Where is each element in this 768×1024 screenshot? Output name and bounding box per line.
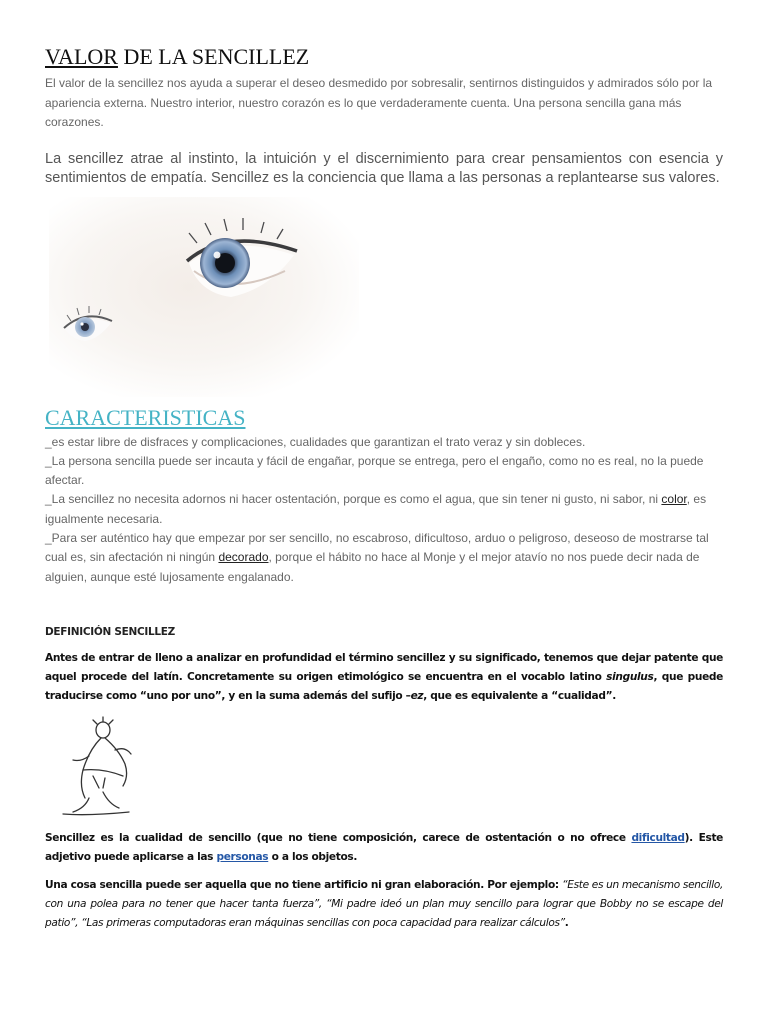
- definition-paragraph-3: Una cosa sencilla puede ser aquella que no tiene artificio ni gran elaboración. Por ejemplo: “Este es un mecanismo sencillo, con una polea para no tener que hacer tanta fuerza”, “Mi padre ideó un plan muy sencillo para lograr que Bobby no se escape del patio”, “Las primeras computadoras eran máquinas sencillas con poca capacidad para realizar cálculos”.: [45, 878, 724, 929]
- intro-paragraph: El valor de la sencillez nos ayuda a superar el deseo desmedido por sobresalir, sentirnos distinguidos y admirados sólo por la apariencia externa. Nuestro interior, nuestro corazón es lo que verdaderamente cuenta. Una persona sencilla gana más corazones.: [45, 76, 713, 129]
- title-underlined-word: VALOR: [45, 44, 118, 69]
- eye-photo: [49, 197, 359, 397]
- characteristics-heading[interactable]: CARACTERISTICAS: [45, 404, 246, 430]
- dificultad-link[interactable]: dificultad: [631, 831, 685, 844]
- characteristic-item: _La sencillez no necesita adornos ni hacer ostentación, porque es como el agua, que sin tener ni gusto, ni sabor, ni color, es igualmente necesaria.: [45, 492, 707, 526]
- definition-paragraph-1: Antes de entrar de lleno a analizar en profundidad el término sencillez y su significado, tenemos que dejar patente que aquel procede del latín. Concretamente su origen etimológico se encuentra en el vocablo latino singulus, que puede traducirse como “uno por uno”, y en la suma además del sufijo –ez, que es equivalente a “cualidad”.: [45, 651, 723, 702]
- definition-heading: DEFINICIÓN SENCILLEZ: [45, 625, 175, 638]
- title-rest: DE LA SENCILLEZ: [117, 44, 310, 69]
- walking-figure-sketch: [59, 716, 169, 820]
- personas-link[interactable]: personas: [216, 850, 269, 863]
- document-title: [45, 44, 723, 70]
- lead-paragraph: La sencillez atrae al instinto, la intuición y el discernimiento para crear pensamientos con esencia y sentimientos de empatía. Sencillez es la conciencia que llama a las personas a replantearse sus valores.: [45, 150, 723, 186]
- characteristic-item: _Para ser auténtico hay que empezar por ser sencillo, no escabroso, dificultoso, arduo o peligroso, deseoso de mostrarse tal cual es, sin afectación ni ningún decorado, porque el hábito no hace al Monje y el mejor atavío no nos puede decir nada de alguien, aunque esté lujosamente engalanado.: [45, 530, 709, 584]
- sketch-illustration: [59, 716, 169, 820]
- decorado-link[interactable]: decorado: [218, 550, 269, 565]
- color-link[interactable]: color: [661, 492, 687, 507]
- characteristic-item: _es estar libre de disfraces y complicaciones, cualidades que garantizan el trato veraz y sin dobleces.: [45, 434, 586, 449]
- definition-paragraph-2: Sencillez es la cualidad de sencillo (que no tiene composición, carece de ostentación o no ofrece dificultad). Este adjetivo puede aplicarse a las personas o a los objetos.: [45, 831, 723, 863]
- characteristic-item: _La persona sencilla puede ser incauta y fácil de engañar, porque se entrega, pero el engaño, como no es real, no la puede afectar.: [45, 453, 704, 488]
- eye-illustration: [49, 197, 359, 397]
- document-page: [45, 44, 723, 933]
